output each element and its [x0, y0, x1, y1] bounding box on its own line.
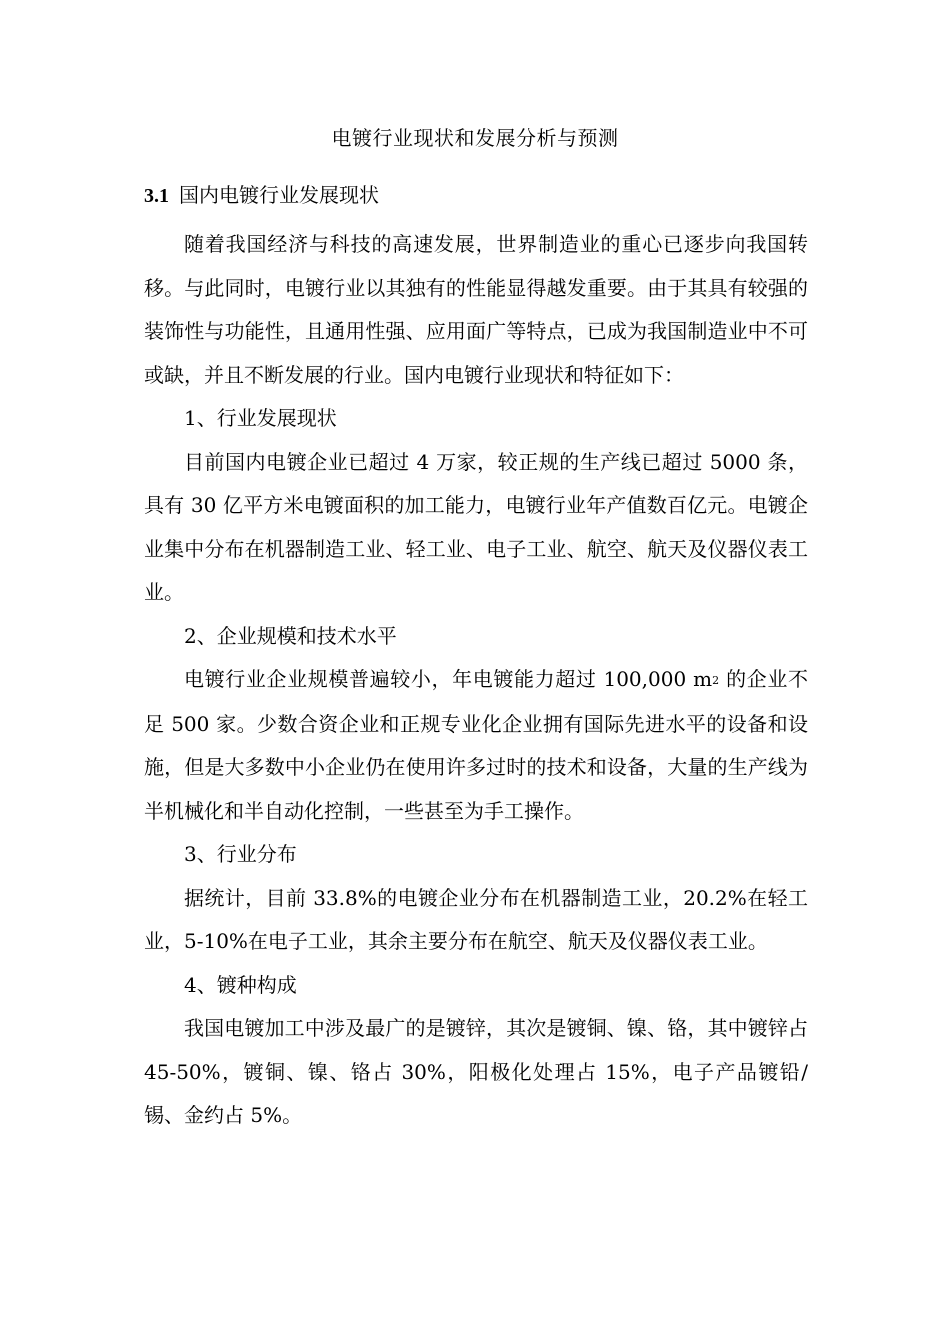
body-text — [144, 223, 808, 1138]
section-title: 国内电镀行业发展现状 — [179, 183, 379, 207]
section-heading — [144, 181, 379, 210]
paragraph-scale-technology — [144, 658, 808, 833]
section-number: 3.1 — [144, 185, 169, 207]
subheading-plating-types: 4、镀种构成 — [184, 972, 297, 997]
paragraph-industry-status: 目前国内电镀企业已超过 4 万家，较正规的生产线已超过 5000 条，具有 30 亿平方米电镀面积的加工能力，电镀行业年产值数百亿元。电镀企业集中分布在机器制造工业、轻工业、电子工业、航空、航天及仪器仪表工业。 — [144, 449, 808, 604]
paragraph-scale-text-b: 的企业不足 500 家。少数合资企业和正规专业化企业拥有国际先进水平的设备和设施，但是大多数中小企业仍在使用许多过时的技术和设备，大量的生产线为半机械化和半自动化控制，一些甚至为手工操作。 — [144, 667, 808, 823]
paragraph-scale-text-a: 电镀行业企业规模普遍较小，年电镀能力超过 100,000 m — [184, 667, 713, 691]
document-title: 电镀行业现状和发展分析与预测 — [331, 126, 619, 150]
subheading-industry-status: 1、行业发展现状 — [184, 406, 337, 430]
intro-paragraph: 随着我国经济与科技的高速发展，世界制造业的重心已逐步向我国转移。与此同时，电镀行业以其独有的性能显得越发重要。由于其具有较强的装饰性与功能性，且通用性强、应用面广等特点，已成为我国制造业中不可或缺，并且不断发展的行业。国内电镀行业现状和特征如下： — [144, 232, 808, 387]
unit-superscript: 2 — [712, 674, 720, 687]
subheading-scale-technology: 2、企业规模和技术水平 — [184, 623, 397, 648]
paragraph-distribution: 据统计，目前 33.8%的电镀企业分布在机器制造工业，20.2%在轻工业，5-10%在电子工业，其余主要分布在航空、航天及仪器仪表工业。 — [144, 885, 808, 953]
paragraph-plating-types: 我国电镀加工中涉及最广的是镀锌，其次是镀铜、镍、铬，其中镀锌占 45-50%，镀铜、镍、铬占 30%，阳极化处理占 15%，电子产品镀铅/锡、金约占 5%。 — [144, 1016, 808, 1127]
subheading-distribution: 3、行业分布 — [184, 842, 297, 866]
